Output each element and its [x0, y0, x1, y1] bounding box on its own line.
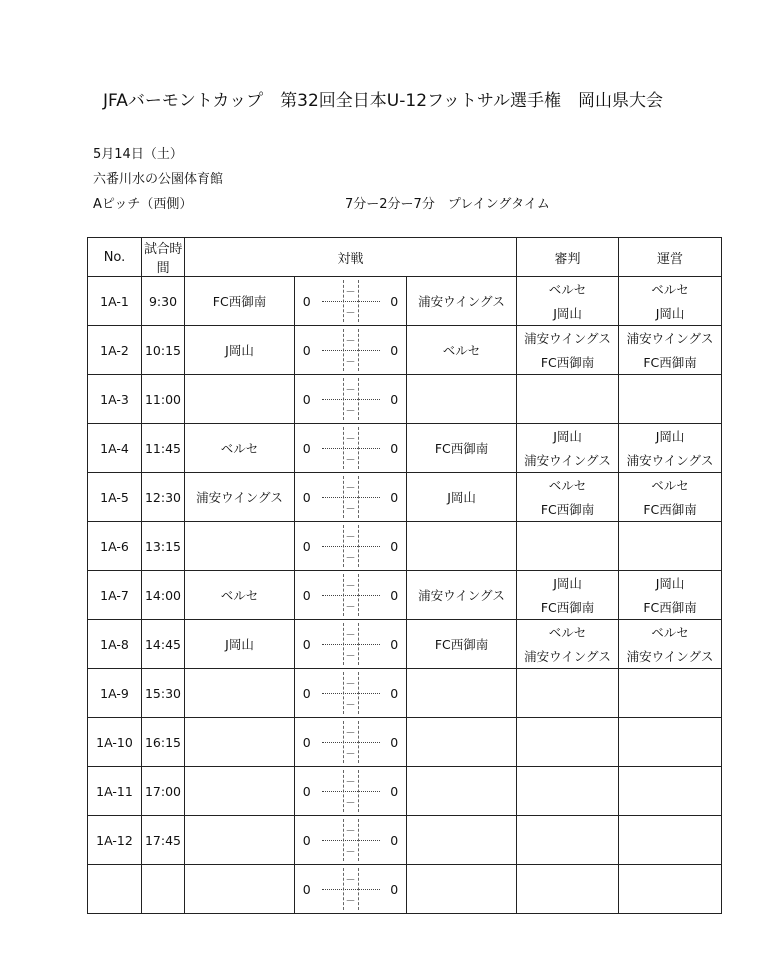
match-time: 17:00: [142, 767, 185, 816]
first-half-dash: －: [345, 630, 356, 641]
table-row: [88, 326, 722, 375]
operation-2: FC西御南: [643, 600, 697, 615]
operation-1: ベルセ: [651, 625, 689, 640]
table-row: [88, 277, 722, 326]
score-a: 0: [295, 277, 319, 326]
table-header-row: [88, 238, 722, 277]
operation-2: 浦安ウイングス: [626, 453, 714, 468]
second-half-dash: －: [345, 308, 356, 319]
header-referee: 審判: [517, 238, 619, 277]
operation-cell: [619, 424, 722, 473]
first-half-dash: －: [345, 728, 356, 739]
score-dotted-line: [322, 889, 380, 890]
match-date: 5月14日（土）: [93, 147, 183, 162]
score-a: 0: [295, 424, 319, 473]
referee-2: 浦安ウイングス: [524, 649, 611, 664]
score-divider: [319, 522, 383, 571]
team-a: ベルセ: [185, 424, 295, 473]
page-title: JFAバーモントカップ 第32回全日本U-12フットサル選手権 岡山県大会: [103, 91, 663, 111]
team-a: [185, 375, 295, 424]
score-a: 0: [295, 865, 319, 914]
first-half-dash: －: [345, 336, 356, 347]
team-b: ベルセ: [407, 326, 517, 375]
match-time: 12:30: [142, 473, 185, 522]
table-row: [88, 424, 722, 473]
team-b: FC西御南: [407, 424, 517, 473]
score-dotted-line: [322, 840, 380, 841]
score-a: 0: [295, 326, 319, 375]
first-half-dash: －: [345, 483, 356, 494]
match-time: [142, 865, 185, 914]
referee-2: FC西御南: [540, 355, 595, 370]
match-no: 1A-4: [88, 424, 142, 473]
score-b: 0: [383, 522, 407, 571]
team-a: [185, 718, 295, 767]
score-dotted-line: [322, 595, 380, 596]
match-no: 1A-3: [88, 375, 142, 424]
match-time: 11:45: [142, 424, 185, 473]
score-dotted-line: [322, 546, 380, 547]
operation-cell: [619, 620, 722, 669]
referee-1: ベルセ: [548, 282, 587, 297]
team-a: [185, 865, 295, 914]
match-no: 1A-10: [88, 718, 142, 767]
score-divider: [319, 571, 383, 620]
score-divider: [319, 718, 383, 767]
team-b: [407, 767, 517, 816]
schedule-table: [87, 237, 722, 914]
referee-cell: [517, 473, 619, 522]
operation-cell: [619, 816, 722, 865]
score-b: 0: [383, 326, 407, 375]
first-half-dash: －: [345, 777, 356, 788]
score-b: 0: [383, 865, 407, 914]
referee-cell: [517, 424, 619, 473]
referee-1: 浦安ウイングス: [524, 331, 611, 346]
score-divider: [319, 767, 383, 816]
team-b: 浦安ウイングス: [407, 571, 517, 620]
second-half-dash: －: [345, 798, 356, 809]
match-no: 1A-12: [88, 816, 142, 865]
header-time: 試合時間: [142, 238, 185, 277]
score-dotted-line: [322, 693, 380, 694]
second-half-dash: －: [345, 896, 356, 907]
operation-cell: [619, 718, 722, 767]
score-a: 0: [295, 767, 319, 816]
team-a: FC西御南: [185, 277, 295, 326]
referee-cell: [517, 816, 619, 865]
operation-2: FC西御南: [643, 355, 697, 370]
team-a: [185, 522, 295, 571]
match-no: 1A-11: [88, 767, 142, 816]
first-half-dash: －: [345, 581, 356, 592]
match-no: 1A-6: [88, 522, 142, 571]
team-a: J岡山: [185, 620, 295, 669]
team-b: [407, 816, 517, 865]
second-half-dash: －: [345, 700, 356, 711]
operation-cell: [619, 669, 722, 718]
referee-cell: [517, 277, 619, 326]
referee-2: J岡山: [553, 306, 582, 321]
score-dotted-line: [322, 497, 380, 498]
referee-1: ベルセ: [548, 478, 587, 493]
team-a: [185, 816, 295, 865]
match-no: [88, 865, 142, 914]
team-b: [407, 522, 517, 571]
team-b: [407, 865, 517, 914]
score-dotted-line: [322, 350, 380, 351]
first-half-dash: －: [345, 287, 356, 298]
team-b: FC西御南: [407, 620, 517, 669]
playing-time: 7分ー2分ー7分 プレイングタイム: [345, 197, 550, 212]
first-half-dash: －: [345, 826, 356, 837]
score-divider: [319, 669, 383, 718]
score-b: 0: [383, 669, 407, 718]
match-time: 17:45: [142, 816, 185, 865]
operation-2: J岡山: [655, 306, 685, 321]
first-half-dash: －: [345, 532, 356, 543]
second-half-dash: －: [345, 553, 356, 564]
operation-cell: [619, 767, 722, 816]
match-time: 15:30: [142, 669, 185, 718]
score-divider: [319, 424, 383, 473]
referee-1: J岡山: [553, 429, 582, 444]
second-half-dash: －: [345, 357, 356, 368]
referee-cell: [517, 620, 619, 669]
operation-1: 浦安ウイングス: [626, 331, 714, 346]
team-b: 浦安ウイングス: [407, 277, 517, 326]
table-row: [88, 571, 722, 620]
score-b: 0: [383, 473, 407, 522]
score-divider: [319, 326, 383, 375]
score-a: 0: [295, 669, 319, 718]
match-no: 1A-2: [88, 326, 142, 375]
referee-cell: [517, 767, 619, 816]
score-b: 0: [383, 620, 407, 669]
score-dotted-line: [322, 301, 380, 302]
table-row: [88, 669, 722, 718]
referee-cell: [517, 522, 619, 571]
referee-cell: [517, 718, 619, 767]
team-a: ベルセ: [185, 571, 295, 620]
match-no: 1A-8: [88, 620, 142, 669]
header-match: 対戦: [185, 238, 517, 277]
score-b: 0: [383, 816, 407, 865]
score-b: 0: [383, 424, 407, 473]
table-row: [88, 473, 722, 522]
referee-1: J岡山: [553, 576, 582, 591]
score-b: 0: [383, 718, 407, 767]
second-half-dash: －: [345, 651, 356, 662]
second-half-dash: －: [345, 602, 356, 613]
table-row: [88, 620, 722, 669]
score-a: 0: [295, 620, 319, 669]
operation-cell: [619, 571, 722, 620]
score-a: 0: [295, 375, 319, 424]
team-b: [407, 669, 517, 718]
referee-2: FC西御南: [540, 600, 595, 615]
second-half-dash: －: [345, 455, 356, 466]
score-b: 0: [383, 767, 407, 816]
pitch-name: Aピッチ（西側）: [93, 197, 193, 212]
first-half-dash: －: [345, 385, 356, 396]
match-time: 13:15: [142, 522, 185, 571]
team-b: [407, 718, 517, 767]
score-divider: [319, 816, 383, 865]
table-row: [88, 522, 722, 571]
score-divider: [319, 277, 383, 326]
venue-name: 六番川水の公園体育館: [93, 172, 224, 187]
team-a: 浦安ウイングス: [185, 473, 295, 522]
score-a: 0: [295, 571, 319, 620]
score-dotted-line: [322, 791, 380, 792]
score-a: 0: [295, 473, 319, 522]
operation-cell: [619, 473, 722, 522]
table-row: [88, 865, 722, 914]
referee-cell: [517, 326, 619, 375]
operation-cell: [619, 865, 722, 914]
score-dotted-line: [322, 448, 380, 449]
first-half-dash: －: [345, 434, 356, 445]
operation-cell: [619, 375, 722, 424]
operation-1: ベルセ: [651, 282, 689, 297]
operation-1: ベルセ: [651, 478, 689, 493]
header-operation: 運営: [619, 238, 722, 277]
match-no: 1A-5: [88, 473, 142, 522]
referee-cell: [517, 669, 619, 718]
score-divider: [319, 620, 383, 669]
match-time: 11:00: [142, 375, 185, 424]
referee-2: FC西御南: [540, 502, 595, 517]
operation-cell: [619, 326, 722, 375]
score-b: 0: [383, 571, 407, 620]
match-time: 16:15: [142, 718, 185, 767]
operation-2: FC西御南: [643, 502, 697, 517]
referee-cell: [517, 865, 619, 914]
referee-cell: [517, 571, 619, 620]
first-half-dash: －: [345, 679, 356, 690]
operation-2: 浦安ウイングス: [626, 649, 714, 664]
operation-1: J岡山: [655, 429, 685, 444]
match-time: 14:45: [142, 620, 185, 669]
team-a: [185, 767, 295, 816]
team-a: [185, 669, 295, 718]
match-time: 9:30: [142, 277, 185, 326]
table-row: [88, 718, 722, 767]
team-b: [407, 375, 517, 424]
score-divider: [319, 473, 383, 522]
match-no: 1A-1: [88, 277, 142, 326]
second-half-dash: －: [345, 504, 356, 515]
team-b: J岡山: [407, 473, 517, 522]
score-dotted-line: [322, 399, 380, 400]
second-half-dash: －: [345, 847, 356, 858]
operation-cell: [619, 522, 722, 571]
referee-1: ベルセ: [548, 625, 587, 640]
score-a: 0: [295, 522, 319, 571]
operation-1: J岡山: [655, 576, 685, 591]
second-half-dash: －: [345, 749, 356, 760]
referee-2: 浦安ウイングス: [524, 453, 611, 468]
table-row: [88, 375, 722, 424]
score-b: 0: [383, 277, 407, 326]
match-time: 14:00: [142, 571, 185, 620]
score-dotted-line: [322, 644, 380, 645]
referee-cell: [517, 375, 619, 424]
first-half-dash: －: [345, 875, 356, 886]
team-a: J岡山: [185, 326, 295, 375]
score-divider: [319, 375, 383, 424]
score-b: 0: [383, 375, 407, 424]
second-half-dash: －: [345, 406, 356, 417]
header-no: No.: [88, 238, 142, 277]
score-a: 0: [295, 718, 319, 767]
score-divider: [319, 865, 383, 914]
score-a: 0: [295, 816, 319, 865]
match-no: 1A-9: [88, 669, 142, 718]
match-time: 10:15: [142, 326, 185, 375]
table-row: [88, 816, 722, 865]
match-no: 1A-7: [88, 571, 142, 620]
table-row: [88, 767, 722, 816]
operation-cell: [619, 277, 722, 326]
score-dotted-line: [322, 742, 380, 743]
